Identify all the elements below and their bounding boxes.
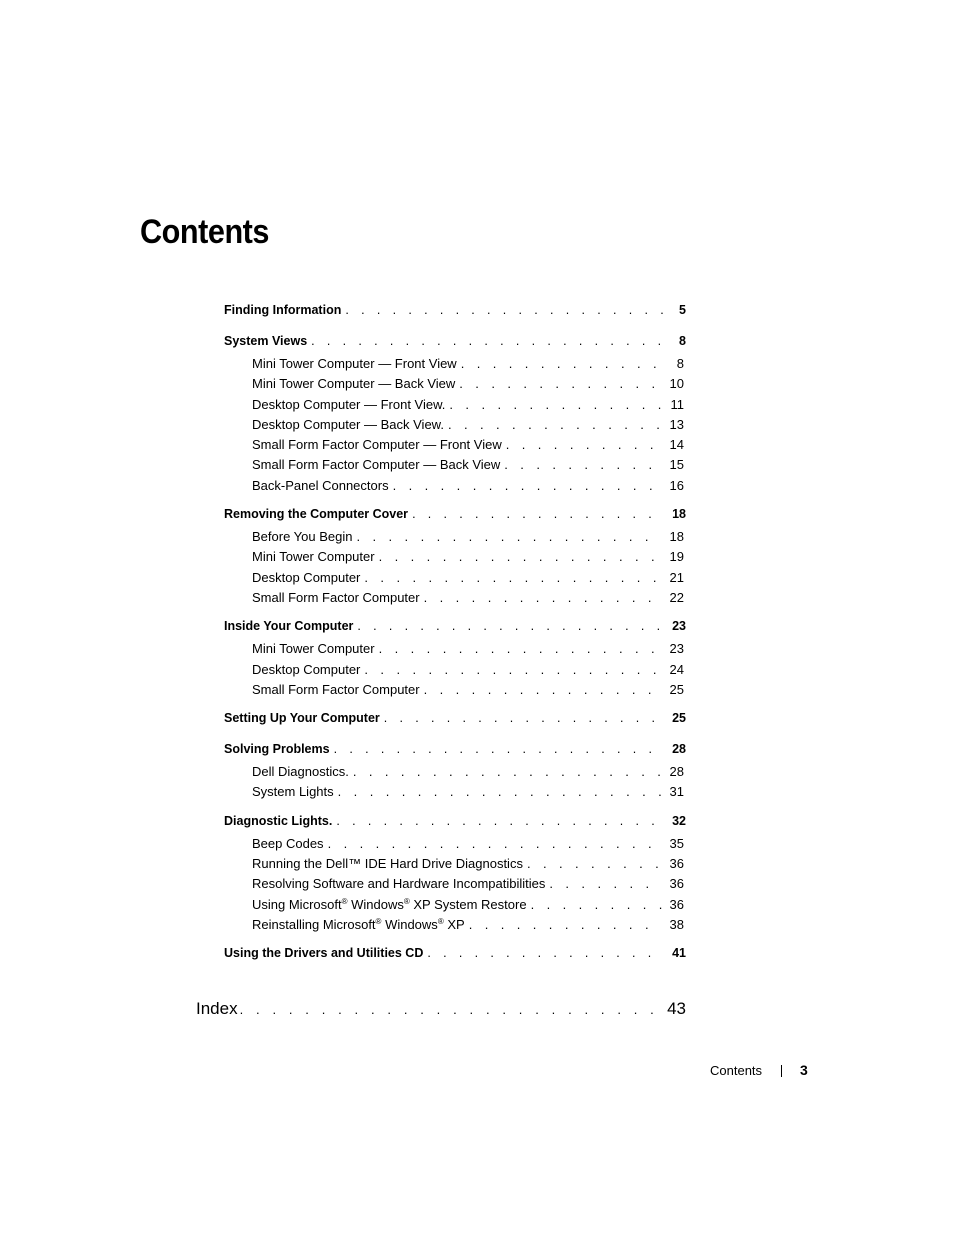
toc-subsection-entry[interactable] [224,570,686,590]
dot-leader [412,507,664,521]
toc-section [224,619,686,702]
toc-chapter-entry[interactable] [224,711,686,733]
toc-page-number: 25 [672,711,686,726]
toc-subsection-entry[interactable] [224,856,686,876]
toc-page-number: 19 [669,549,684,565]
toc-entry-label [252,917,465,932]
toc-chapter-entry[interactable] [224,303,686,325]
toc-entry-label: Small Form Factor Computer — Back View [252,457,501,473]
toc-entry-label: Solving Problems [224,742,330,757]
table-of-contents [224,303,686,977]
footer-divider [781,1065,782,1077]
toc-index-page: 43 [667,999,686,1018]
toc-entry-label: Back-Panel Connectors [252,477,389,493]
toc-page-number: 36 [669,876,684,892]
toc-entry-label: Resolving Software and Hardware Incompatibilities [252,876,546,892]
toc-subsection-entry[interactable] [224,876,686,896]
toc-page-number: 32 [672,813,686,828]
label-part: XP [443,916,465,932]
toc-subsection-entry[interactable] [224,917,686,937]
dot-leader [334,742,664,756]
toc-subsection-entry[interactable] [224,590,686,610]
toc-entry-label: Setting Up Your Computer [224,711,380,726]
dot-leader [504,457,661,472]
toc-subsection-entry[interactable] [224,356,686,376]
toc-chapter-entry[interactable] [224,814,686,836]
toc-page-number: 11 [670,396,684,412]
toc-page-number: 23 [669,641,684,657]
toc-index-entry[interactable] [196,999,686,1019]
dot-leader [448,417,662,432]
toc-entry-label: Using the Drivers and Utilities CD [224,946,424,961]
toc-index-label: Index [196,999,238,1018]
toc-entry-label: Mini Tower Computer [252,549,375,565]
dot-leader [469,917,662,932]
toc-page-number: 14 [669,437,684,453]
toc-page-number: 25 [669,681,684,697]
toc-entry-label: Small Form Factor Computer — Front View [252,437,502,453]
toc-page-number: 8 [679,334,686,348]
toc-page-number: 8 [676,356,684,371]
dot-leader [427,946,664,960]
toc-subsection-entry[interactable] [224,641,686,661]
toc-page-number: 18 [672,507,686,522]
registered-mark: ® [375,916,382,926]
dot-leader [379,641,662,656]
toc-entry-label [252,897,527,912]
label-part: Windows [347,896,404,912]
dot-leader [356,529,661,544]
page-footer [710,1062,810,1078]
toc-page-number: 24 [669,661,684,677]
toc-section [224,742,686,805]
toc-entry-label: Desktop Computer [252,661,361,677]
toc-entry-label: Beep Codes [252,835,324,851]
page-title: Contents [140,213,269,251]
dot-leader [393,478,662,493]
label-part: XP System Restore [409,896,527,912]
toc-page-number: 35 [669,835,684,851]
dot-leader [345,303,664,317]
dot-leader [461,356,662,371]
toc-page-number: 22 [669,589,684,605]
toc-entry-label: Inside Your Computer [224,619,354,634]
toc-entry-label: Before You Begin [252,529,353,545]
toc-entry-label: Running the Dell™ IDE Hard Drive Diagnostics [252,856,523,872]
toc-entry-label: Desktop Computer — Front View. [252,396,446,412]
toc-subsection-entry[interactable] [224,457,686,477]
toc-entry-label: Small Form Factor Computer [252,589,420,605]
dot-leader [338,784,662,799]
toc-page-number: 38 [669,916,684,932]
toc-subsection-entry[interactable] [224,529,686,549]
toc-entry-label: Removing the Computer Cover [224,507,409,522]
toc-entry-label: System Views [224,334,308,348]
toc-chapter-entry[interactable] [224,946,686,968]
toc-chapter-entry[interactable] [224,507,686,529]
toc-entry-label: Desktop Computer [252,569,361,585]
toc-section [224,814,686,937]
toc-page-number: 41 [672,946,686,961]
toc-page-number: 13 [669,416,684,432]
toc-section [224,711,686,733]
toc-entry-label: System Lights [252,784,334,800]
toc-page-number: 10 [669,376,684,392]
toc-page-number: 15 [669,457,684,473]
toc-subsection-entry[interactable] [224,417,686,437]
dot-leader [531,897,662,912]
toc-subsection-entry[interactable] [224,897,686,917]
dot-leader [549,876,661,891]
footer-page-number: 3 [800,1062,808,1078]
toc-entry-label: Diagnostic Lights. [224,813,333,828]
dot-leader [506,437,662,452]
toc-page-number: 5 [679,303,686,317]
toc-entry-label: Finding Information [224,303,342,317]
toc-page-number: 21 [669,569,684,585]
toc-page-number: 36 [669,896,684,912]
dot-leader [527,856,662,871]
toc-page-number: 23 [672,619,686,634]
toc-section [224,303,686,325]
toc-entry-label: Small Form Factor Computer [252,681,420,697]
toc-page-number: 36 [669,856,684,872]
toc-page-number: 31 [669,784,684,800]
toc-subsection-entry[interactable] [224,662,686,682]
toc-page-number: 18 [669,529,684,545]
dot-leader [424,590,662,605]
toc-entry-label: Desktop Computer — Back View. [252,416,444,432]
label-part: Using Microsoft [252,896,342,912]
label-part: Windows [381,916,438,932]
toc-subsection-entry[interactable] [224,437,686,457]
dot-leader [364,662,661,677]
registered-mark: ® [437,916,444,926]
toc-section [224,507,686,610]
toc-subsection-entry[interactable] [224,376,686,396]
dot-leader [240,1002,659,1017]
toc-entry-label: Dell Diagnostics. [252,764,349,780]
toc-page-number: 28 [672,742,686,757]
dot-leader [357,619,664,633]
toc-section [224,946,686,968]
toc-subsection-entry[interactable] [224,836,686,856]
toc-subsection-entry[interactable] [224,397,686,417]
registered-mark: ® [341,896,348,906]
dot-leader [311,334,664,348]
dot-leader [379,549,662,564]
dot-leader [449,397,662,412]
toc-chapter-entry[interactable] [224,334,686,356]
toc-page-number: 16 [669,477,684,493]
dot-leader [364,570,661,585]
dot-leader [353,764,662,779]
toc-section [224,334,686,498]
toc-subsection-entry[interactable] [224,764,686,784]
toc-entry-label: Mini Tower Computer — Back View [252,376,456,392]
toc-entry-label: Mini Tower Computer [252,641,375,657]
toc-chapter-entry[interactable] [224,742,686,764]
toc-subsection-entry[interactable] [224,784,686,804]
toc-subsection-entry[interactable] [224,682,686,702]
toc-chapter-entry[interactable] [224,619,686,641]
dot-leader [384,711,664,725]
dot-leader [328,836,662,851]
registered-mark: ® [403,896,410,906]
toc-page-number: 28 [669,764,684,780]
toc-entry-label: Mini Tower Computer — Front View [252,356,457,371]
toc-subsection-entry[interactable] [224,478,686,498]
label-part: Reinstalling Microsoft [252,916,376,932]
toc-subsection-entry[interactable] [224,549,686,569]
dot-leader [336,814,664,828]
dot-leader [459,376,661,391]
dot-leader [424,682,662,697]
footer-section-name: Contents [710,1063,763,1078]
